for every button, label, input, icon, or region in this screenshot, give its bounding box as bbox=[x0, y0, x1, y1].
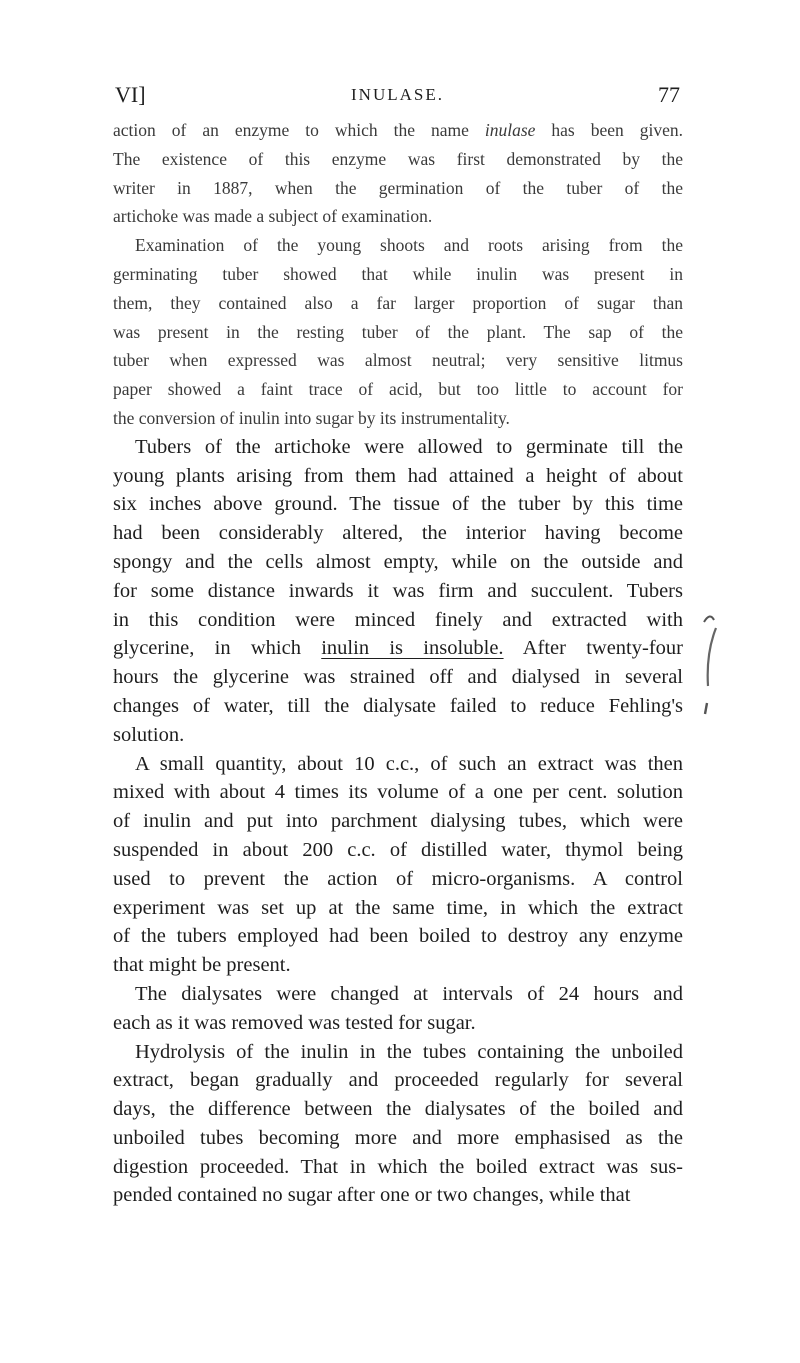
text-line: young plants arising from them had attained a height of about bbox=[113, 464, 683, 487]
text-line: days, the difference between the dialysates of the boiled and bbox=[113, 1098, 683, 1121]
paragraph bbox=[113, 1038, 683, 1211]
text-line: six inches above ground. The tissue of the tuber by this time bbox=[113, 493, 683, 516]
paragraph bbox=[113, 116, 683, 231]
text-line: extract, began gradually and proceeded regularly for several bbox=[113, 1069, 683, 1092]
text-line: changes of water, till the dialysate failed to reduce Fehling's bbox=[113, 694, 683, 717]
margin-pencil-mark bbox=[700, 608, 730, 748]
page-number: 77 bbox=[658, 82, 680, 107]
text-line: pended contained no sugar after one or two changes, while that bbox=[113, 1184, 631, 1207]
text-line: of inulin and put into parchment dialysing tubes, which were bbox=[113, 810, 683, 833]
text-line: each as it was removed was tested for sugar. bbox=[113, 1011, 476, 1034]
text-line: Tubers of the artichoke were allowed to germinate till the bbox=[135, 435, 683, 458]
underlined-phrase: inulin is insoluble. bbox=[321, 637, 504, 660]
text-line: action of an enzyme to which the name inulase has been given. bbox=[113, 120, 683, 140]
text-line: glycerine, in which inulin is insoluble. After twenty-four bbox=[113, 637, 683, 660]
text-line: germinating tuber showed that while inulin was present in bbox=[113, 263, 683, 284]
text-line: A small quantity, about 10 c.c., of such an extract was then bbox=[135, 752, 683, 775]
text-line: hours the glycerine was strained off and dialysed in several bbox=[113, 666, 683, 689]
text-line: used to prevent the action of micro-organisms. A control bbox=[113, 867, 683, 890]
text-line: writer in 1887, when the germination of the tuber of the bbox=[113, 177, 683, 198]
text-line: had been considerably altered, the interior having become bbox=[113, 522, 683, 545]
text-line: Hydrolysis of the inulin in the tubes containing the unboiled bbox=[135, 1040, 683, 1063]
text-line: them, they contained also a far larger proportion of sugar than bbox=[113, 292, 683, 313]
paragraph bbox=[113, 980, 683, 1038]
text-line: the conversion of inulin into sugar by its instrumentality. bbox=[113, 407, 510, 428]
paragraph bbox=[113, 231, 683, 433]
body-text bbox=[113, 116, 683, 1210]
text-line: Examination of the young shoots and roots arising from the bbox=[135, 235, 683, 256]
text-line: mixed with about 4 times its volume of a one per cent. solution bbox=[113, 781, 683, 804]
text-line: was present in the resting tuber of the plant. The sap of the bbox=[113, 321, 683, 342]
running-title: INULASE. bbox=[351, 85, 444, 104]
text-line: that might be present. bbox=[113, 954, 291, 977]
text-line: experiment was set up at the same time, in which the extract bbox=[113, 896, 683, 919]
text-line: of the tubers employed had been boiled to destroy any enzyme bbox=[113, 925, 683, 948]
text-line: suspended in about 200 c.c. of distilled water, thymol being bbox=[113, 838, 683, 861]
text-line: tuber when expressed was almost neutral; very sensitive litmus bbox=[113, 350, 683, 371]
text-line: paper showed a faint trace of acid, but too little to account for bbox=[113, 379, 683, 400]
running-head bbox=[115, 80, 680, 110]
italic-term: inulase bbox=[484, 120, 536, 140]
text-line: The existence of this enzyme was first demonstrated by the bbox=[113, 148, 683, 169]
text-line: in this condition were minced finely and extracted with bbox=[113, 608, 683, 631]
text-line: artichoke was made a subject of examination. bbox=[113, 206, 433, 227]
text-line: digestion proceeded. That in which the boiled extract was sus- bbox=[113, 1155, 683, 1178]
text-line: for some distance inwards it was firm and succulent. Tubers bbox=[113, 579, 683, 602]
text-line: solution. bbox=[113, 723, 185, 746]
text-line: spongy and the cells almost empty, while on the outside and bbox=[113, 550, 683, 573]
text-line: The dialysates were changed at intervals of 24 hours and bbox=[135, 982, 683, 1005]
paragraph bbox=[113, 750, 683, 980]
text-line: unboiled tubes becoming more and more emphasised as the bbox=[113, 1126, 683, 1149]
paragraph bbox=[113, 433, 683, 750]
chapter-number: VI] bbox=[115, 82, 146, 107]
